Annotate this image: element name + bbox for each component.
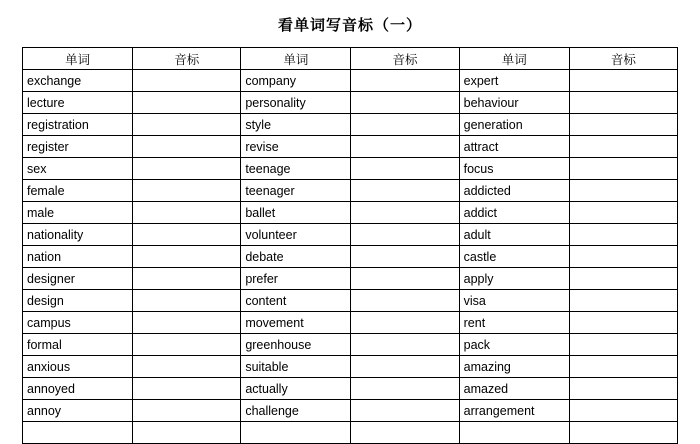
ipa-cell[interactable]	[133, 378, 241, 400]
word-cell	[241, 422, 351, 444]
ipa-cell[interactable]	[351, 92, 459, 114]
word-cell: volunteer	[241, 224, 351, 246]
ipa-cell[interactable]	[133, 268, 241, 290]
word-cell: prefer	[241, 268, 351, 290]
ipa-cell[interactable]	[133, 334, 241, 356]
word-cell: amazed	[459, 378, 569, 400]
ipa-cell[interactable]	[133, 70, 241, 92]
table-row	[23, 158, 678, 180]
table-row	[23, 246, 678, 268]
ipa-cell[interactable]	[569, 246, 677, 268]
ipa-cell[interactable]	[569, 136, 677, 158]
ipa-cell[interactable]	[569, 202, 677, 224]
table-row	[23, 290, 678, 312]
word-cell: arrangement	[459, 400, 569, 422]
word-cell: female	[23, 180, 133, 202]
ipa-cell[interactable]	[351, 290, 459, 312]
ipa-cell[interactable]	[569, 290, 677, 312]
ipa-cell[interactable]	[351, 114, 459, 136]
word-cell: castle	[459, 246, 569, 268]
word-cell: campus	[23, 312, 133, 334]
word-cell: movement	[241, 312, 351, 334]
word-cell	[23, 422, 133, 444]
word-cell: addict	[459, 202, 569, 224]
column-header-word-3: 单词	[459, 48, 569, 70]
word-cell: pack	[459, 334, 569, 356]
table-container	[0, 47, 700, 444]
ipa-cell[interactable]	[133, 312, 241, 334]
word-cell: teenager	[241, 180, 351, 202]
ipa-cell[interactable]	[351, 268, 459, 290]
ipa-cell[interactable]	[351, 136, 459, 158]
ipa-cell[interactable]	[351, 70, 459, 92]
word-cell: debate	[241, 246, 351, 268]
table-row	[23, 180, 678, 202]
word-cell: nation	[23, 246, 133, 268]
word-cell: company	[241, 70, 351, 92]
table-row	[23, 268, 678, 290]
word-cell: annoy	[23, 400, 133, 422]
word-cell: sex	[23, 158, 133, 180]
word-cell: content	[241, 290, 351, 312]
word-cell: rent	[459, 312, 569, 334]
word-cell: expert	[459, 70, 569, 92]
ipa-cell[interactable]	[133, 422, 241, 444]
column-header-ipa-2: 音标	[351, 48, 459, 70]
word-cell: teenage	[241, 158, 351, 180]
ipa-cell[interactable]	[133, 290, 241, 312]
word-cell: greenhouse	[241, 334, 351, 356]
word-cell: anxious	[23, 356, 133, 378]
table-row	[23, 422, 678, 444]
word-cell: exchange	[23, 70, 133, 92]
word-cell: attract	[459, 136, 569, 158]
ipa-cell[interactable]	[569, 356, 677, 378]
table-row	[23, 334, 678, 356]
ipa-cell[interactable]	[133, 114, 241, 136]
ipa-cell[interactable]	[351, 158, 459, 180]
ipa-cell[interactable]	[569, 158, 677, 180]
ipa-cell[interactable]	[569, 334, 677, 356]
ipa-cell[interactable]	[351, 246, 459, 268]
word-cell: adult	[459, 224, 569, 246]
ipa-cell[interactable]	[569, 92, 677, 114]
word-cell: challenge	[241, 400, 351, 422]
word-cell: visa	[459, 290, 569, 312]
ipa-cell[interactable]	[133, 136, 241, 158]
table-row	[23, 136, 678, 158]
ipa-cell[interactable]	[133, 356, 241, 378]
ipa-cell[interactable]	[133, 92, 241, 114]
word-cell: apply	[459, 268, 569, 290]
table-header-row	[23, 48, 678, 70]
ipa-cell[interactable]	[569, 180, 677, 202]
word-cell: generation	[459, 114, 569, 136]
word-cell: behaviour	[459, 92, 569, 114]
table-row	[23, 114, 678, 136]
page-title: 看单词写音标（一）	[277, 18, 422, 34]
table-body	[23, 70, 678, 444]
word-cell: revise	[241, 136, 351, 158]
table-row	[23, 92, 678, 114]
table-row	[23, 312, 678, 334]
vocabulary-table	[22, 47, 678, 444]
ipa-cell[interactable]	[569, 400, 677, 422]
ipa-cell[interactable]	[569, 114, 677, 136]
column-header-ipa-1: 音标	[133, 48, 241, 70]
word-cell: addicted	[459, 180, 569, 202]
ipa-cell[interactable]	[133, 400, 241, 422]
ipa-cell[interactable]	[569, 70, 677, 92]
ipa-cell[interactable]	[351, 224, 459, 246]
ipa-cell[interactable]	[351, 180, 459, 202]
ipa-cell[interactable]	[569, 224, 677, 246]
ipa-cell[interactable]	[351, 202, 459, 224]
ipa-cell[interactable]	[133, 180, 241, 202]
word-cell: registration	[23, 114, 133, 136]
ipa-cell[interactable]	[351, 378, 459, 400]
ipa-cell[interactable]	[351, 312, 459, 334]
ipa-cell[interactable]	[351, 400, 459, 422]
table-row	[23, 356, 678, 378]
word-cell: design	[23, 290, 133, 312]
ipa-cell[interactable]	[569, 378, 677, 400]
word-cell: annoyed	[23, 378, 133, 400]
table-row	[23, 202, 678, 224]
word-cell: formal	[23, 334, 133, 356]
table-row	[23, 70, 678, 92]
word-cell: personality	[241, 92, 351, 114]
ipa-cell[interactable]	[569, 312, 677, 334]
word-cell: nationality	[23, 224, 133, 246]
ipa-cell[interactable]	[569, 268, 677, 290]
word-cell: suitable	[241, 356, 351, 378]
table-header	[23, 48, 678, 70]
ipa-cell[interactable]	[133, 158, 241, 180]
word-cell: focus	[459, 158, 569, 180]
table-row	[23, 400, 678, 422]
column-header-ipa-3: 音标	[569, 48, 677, 70]
ipa-cell[interactable]	[351, 356, 459, 378]
table-row	[23, 224, 678, 246]
column-header-word-1: 单词	[23, 48, 133, 70]
word-cell: male	[23, 202, 133, 224]
word-cell: amazing	[459, 356, 569, 378]
ipa-cell[interactable]	[569, 422, 677, 444]
ipa-cell[interactable]	[351, 422, 459, 444]
word-cell	[459, 422, 569, 444]
word-cell: style	[241, 114, 351, 136]
ipa-cell[interactable]	[351, 334, 459, 356]
column-header-word-2: 单词	[241, 48, 351, 70]
ipa-cell[interactable]	[133, 224, 241, 246]
table-row	[23, 378, 678, 400]
ipa-cell[interactable]	[133, 246, 241, 268]
word-cell: ballet	[241, 202, 351, 224]
word-cell: lecture	[23, 92, 133, 114]
ipa-cell[interactable]	[133, 202, 241, 224]
word-cell: designer	[23, 268, 133, 290]
word-cell: register	[23, 136, 133, 158]
word-cell: actually	[241, 378, 351, 400]
